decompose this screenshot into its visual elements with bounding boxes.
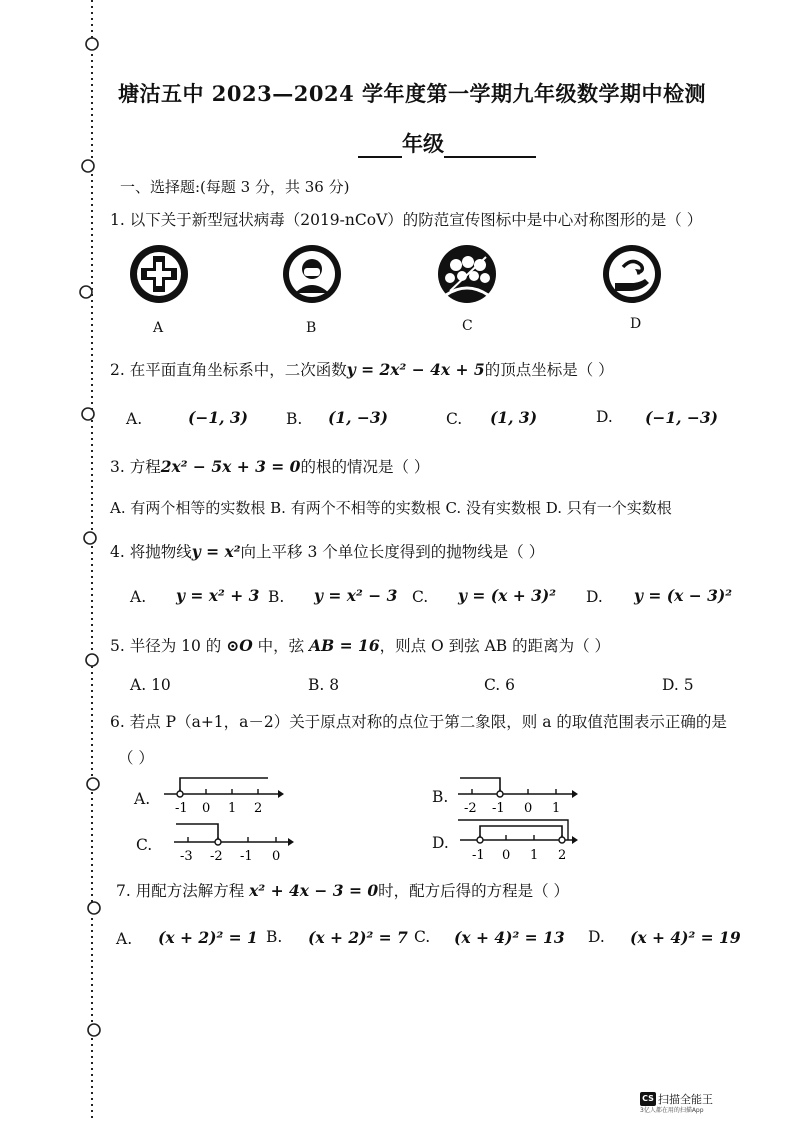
q7-option-a[interactable]: (x + 2)² = 1 <box>158 928 258 947</box>
q6-c-tick-1: -3 <box>180 849 193 864</box>
q6-b-tick-4: 1 <box>552 801 561 816</box>
q1-stem: 1. 以下关于新型冠状病毒（2019-nCoV）的防范宣传图标中是中心对称图形的是（ ） <box>110 211 703 229</box>
q3-options[interactable]: A. 有两个相等的实数根 B. 有两个不相等的实数根 C. 没有实数根 D. 只有一个实数根 <box>110 499 672 517</box>
q2-option-b[interactable]: (1, −3) <box>328 408 389 427</box>
q6-b-tick-3: 0 <box>524 801 533 816</box>
q5-stem-a: 5. 半径为 10 的 <box>110 637 222 655</box>
q5-option-b[interactable] <box>308 676 339 694</box>
q6-option-d-numberline[interactable] <box>456 814 580 862</box>
q5-circle: ⊙O <box>226 636 253 655</box>
masked-person-icon <box>281 243 343 305</box>
q6-d-tick-4: 2 <box>558 848 567 862</box>
q2-option-a-label[interactable]: A. <box>126 410 143 428</box>
q2-option-b-label[interactable]: B. <box>286 410 303 428</box>
q7-option-c-label[interactable]: C. <box>414 928 431 946</box>
q7-option-a-label[interactable]: A. <box>116 930 133 948</box>
grade-line <box>358 128 536 158</box>
q5-option-d-value: 5 <box>683 676 694 694</box>
q5-option-a-label: A. <box>130 676 147 694</box>
q2-stem <box>110 358 614 380</box>
q7-option-d[interactable]: (x + 4)² = 19 <box>630 928 741 947</box>
q6-a-tick-2: 0 <box>202 801 211 816</box>
q4-option-c[interactable]: y = (x + 3)² <box>458 586 557 605</box>
q6-b-tick-1: -2 <box>464 801 477 816</box>
q6-a-tick-1: -1 <box>175 801 188 816</box>
q6-d-tick-3: 1 <box>530 848 539 862</box>
q6-option-b-label[interactable]: B. <box>432 788 449 806</box>
crowd-icon <box>436 243 498 305</box>
binding-margin <box>0 0 110 1122</box>
hand-washing-icon <box>601 243 663 305</box>
q6-c-tick-2: -2 <box>210 849 223 864</box>
q7-option-d-label[interactable]: D. <box>588 928 605 946</box>
q5-chord: AB = 16 <box>309 636 380 655</box>
q6-d-tick-1: -1 <box>472 848 485 862</box>
q3-stem-post: 的根的情况是（ ） <box>300 458 430 476</box>
q5-stem-c: ，则点 O 到弦 AB 的距离为（ ） <box>379 637 611 655</box>
q4-option-a[interactable]: y = x² + 3 <box>176 586 260 605</box>
q4-stem-pre: 4. 将抛物线 <box>110 543 192 561</box>
q7-option-c[interactable]: (x + 4)² = 13 <box>454 928 565 947</box>
q6-paren: （ ） <box>118 749 154 767</box>
q1-option-d[interactable]: D <box>630 316 642 332</box>
scanner-tagline: 3亿人都在用的扫描App <box>640 1107 704 1114</box>
q5-option-a[interactable] <box>130 676 171 694</box>
q1-option-c[interactable]: C <box>462 318 473 334</box>
q4-stem <box>110 540 544 562</box>
q4-option-b[interactable]: y = x² − 3 <box>314 586 398 605</box>
q7-stem-pre: 7. 用配方法解方程 <box>116 882 245 900</box>
q7-stem-post: 时，配方后得的方程是（ ） <box>378 882 570 900</box>
q3-stem-pre: 3. 方程 <box>110 458 161 476</box>
q5-option-b-label: B. <box>308 676 325 694</box>
q2-option-a[interactable]: (−1, 3) <box>188 408 249 427</box>
q6-option-c-label[interactable]: C. <box>136 836 153 854</box>
q5-option-c[interactable] <box>484 676 515 694</box>
q2-option-d-label[interactable]: D. <box>596 408 613 426</box>
q3-stem <box>110 455 429 477</box>
q4-option-b-label[interactable]: B. <box>268 588 285 606</box>
q4-option-c-label[interactable]: C. <box>412 588 429 606</box>
q1-option-a[interactable]: A <box>153 320 164 336</box>
q2-stem-post: 的顶点坐标是（ ） <box>484 361 614 379</box>
class-blank[interactable] <box>444 136 536 158</box>
q3-formula: 2x² − 5x + 3 = 0 <box>160 457 301 476</box>
q2-formula: y = 2x² − 4x + 5 <box>346 360 485 379</box>
q4-option-d[interactable]: y = (x − 3)² <box>634 586 733 605</box>
scanner-app-name: 扫描全能王 <box>658 1092 713 1106</box>
q7-option-b-label[interactable]: B. <box>266 928 283 946</box>
q6-c-tick-4: 0 <box>272 849 281 864</box>
section-heading: 一、选择题:(每题 3 分，共 36 分) <box>120 178 350 196</box>
q4-formula: y = x² <box>191 542 241 561</box>
q5-option-a-value: 10 <box>151 676 171 694</box>
q1-option-b[interactable]: B <box>306 320 317 336</box>
q5-option-c-value: 6 <box>505 676 516 694</box>
camscanner-logo-icon: CS <box>640 1092 656 1106</box>
q4-option-a-label[interactable]: A. <box>130 588 147 606</box>
q6-c-tick-3: -1 <box>240 849 253 864</box>
q6-option-a-numberline[interactable] <box>160 772 284 816</box>
q2-stem-pre: 2. 在平面直角坐标系中，二次函数 <box>110 361 347 379</box>
q7-formula: x² + 4x − 3 = 0 <box>249 881 379 900</box>
q5-option-d[interactable] <box>662 676 694 694</box>
q6-d-tick-2: 0 <box>502 848 511 862</box>
q6-option-b-numberline[interactable] <box>456 772 580 816</box>
q6-a-tick-3: 1 <box>228 801 237 816</box>
scanner-watermark <box>640 1088 713 1114</box>
q2-option-d[interactable]: (−1, −3) <box>645 408 719 427</box>
q6-stem: 6. 若点 P（a+1，a－2）关于原点对称的点位于第二象限，则 a 的取值范围表示正确的是 <box>110 713 727 731</box>
exam-title: 塘沽五中 2023—2024 学年度第一学期九年级数学期中检测 <box>118 81 707 106</box>
medical-cross-icon <box>128 243 190 305</box>
grade-blank[interactable] <box>358 136 402 158</box>
q6-b-tick-2: -1 <box>492 801 505 816</box>
q2-option-c-label[interactable]: C. <box>446 410 463 428</box>
q6-option-c-numberline[interactable] <box>172 818 296 864</box>
q6-option-d-label[interactable]: D. <box>432 834 449 852</box>
q5-stem-b: 中，弦 <box>257 637 305 655</box>
q4-stem-post: 向上平移 3 个单位长度得到的抛物线是（ ） <box>240 543 545 561</box>
q5-option-c-label: C. <box>484 676 501 694</box>
q7-option-b[interactable]: (x + 2)² = 7 <box>308 928 408 947</box>
q6-option-a-label[interactable]: A. <box>134 790 151 808</box>
q2-option-c[interactable]: (1, 3) <box>490 408 538 427</box>
q4-option-d-label[interactable]: D. <box>586 588 603 606</box>
q5-option-d-label: D. <box>662 676 679 694</box>
q7-stem <box>116 879 569 901</box>
q6-a-tick-4: 2 <box>254 801 263 816</box>
q5-option-b-value: 8 <box>329 676 340 694</box>
grade-label: 年级 <box>402 131 444 156</box>
q5-stem <box>110 634 610 656</box>
